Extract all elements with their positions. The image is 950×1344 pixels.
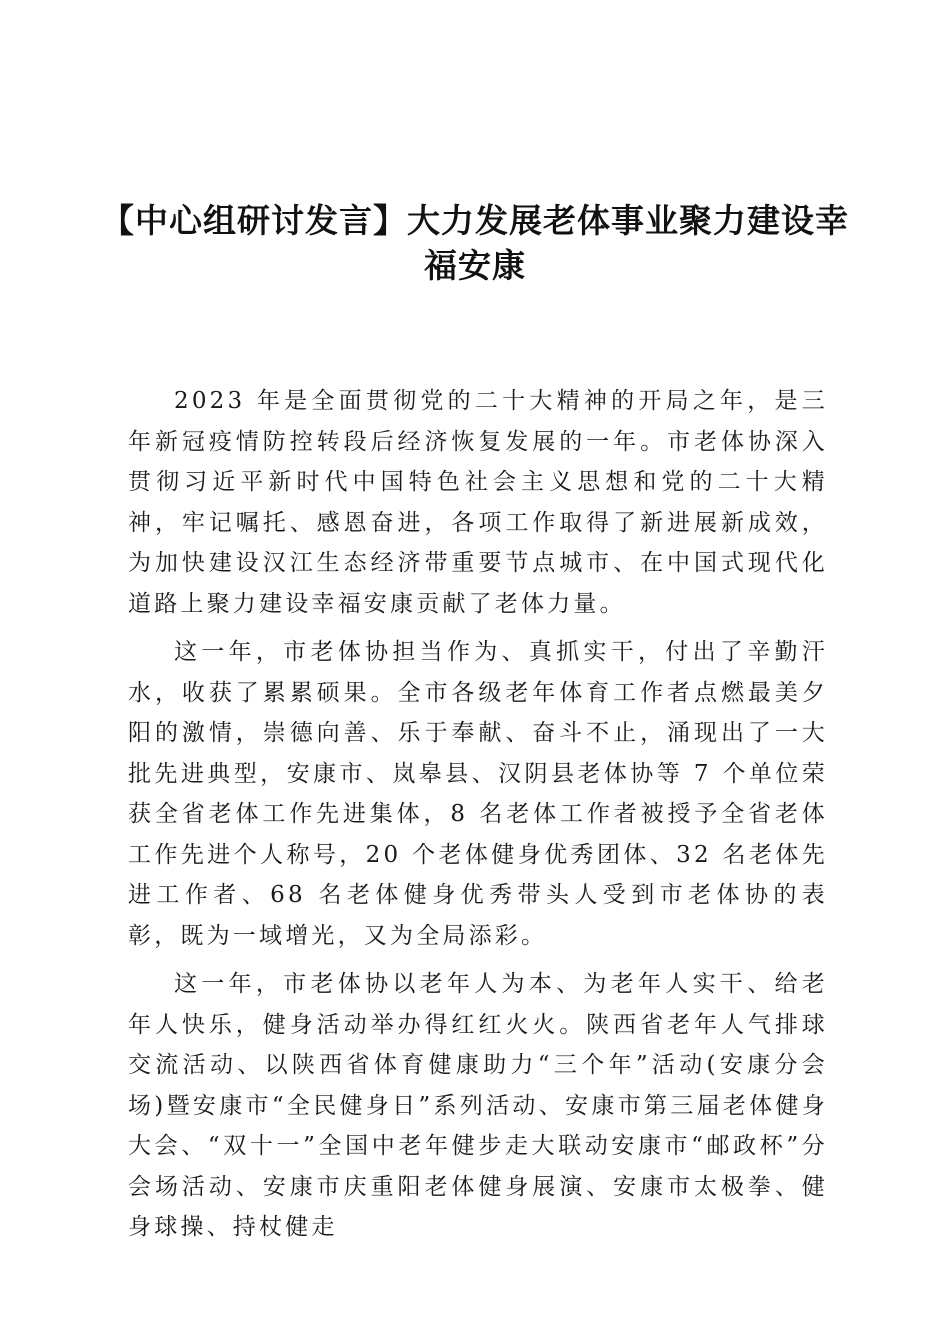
paragraph-3: 这一年，市老体协以老年人为本、为老年人实干、给老年人快乐，健身活动举办得红红火火。陕西省老年人气排球交流活动、以陕西省体育健康助力“三个年”活动(安康分会场)暨安康市“全民健身日”系列活动、安康市第三届老体健身大会、“双十一”全国中老年健步走大联动安康市“邮政杯”分会场活动、安康市庆重阳老体健身展演、安康市太极拳、健身球操、持杖健走 (128, 971, 828, 1240)
document-body (128, 381, 828, 1256)
document-title: 【中心组研讨发言】大力发展老体事业聚力建设幸福安康 (101, 201, 849, 285)
paragraph-1: 2023 年是全面贯彻党的二十大精神的开局之年，是三年新冠疫情防控转段后经济恢复发展的一年。市老体协深入贯彻习近平新时代中国特色社会主义思想和党的二十大精神，牢记嘱托、感恩奋进，各项工作取得了新进展新成效，为加快建设汉江生态经济带重要节点城市、在中国式现代化道路上聚力建设幸福安康贡献了老体力量。 (128, 388, 828, 617)
paragraph-2: 这一年，市老体协担当作为、真抓实干，付出了辛勤汗水，收获了累累硕果。全市各级老年体育工作者点燃最美夕阳的激情，崇德向善、乐于奉献、奋斗不止，涌现出了一大批先进典型，安康市、岚皋县、汉阴县老体协等 7 个单位荣获全省老体工作先进集体，8 名老体工作者被授予全省老体工作先进个人称号，20 个老体健身优秀团体、32 名老体先进工作者、68 名老体健身优秀带头人受到市老体协的表彰，既为一域增光，又为全局添彩。 (128, 639, 828, 949)
